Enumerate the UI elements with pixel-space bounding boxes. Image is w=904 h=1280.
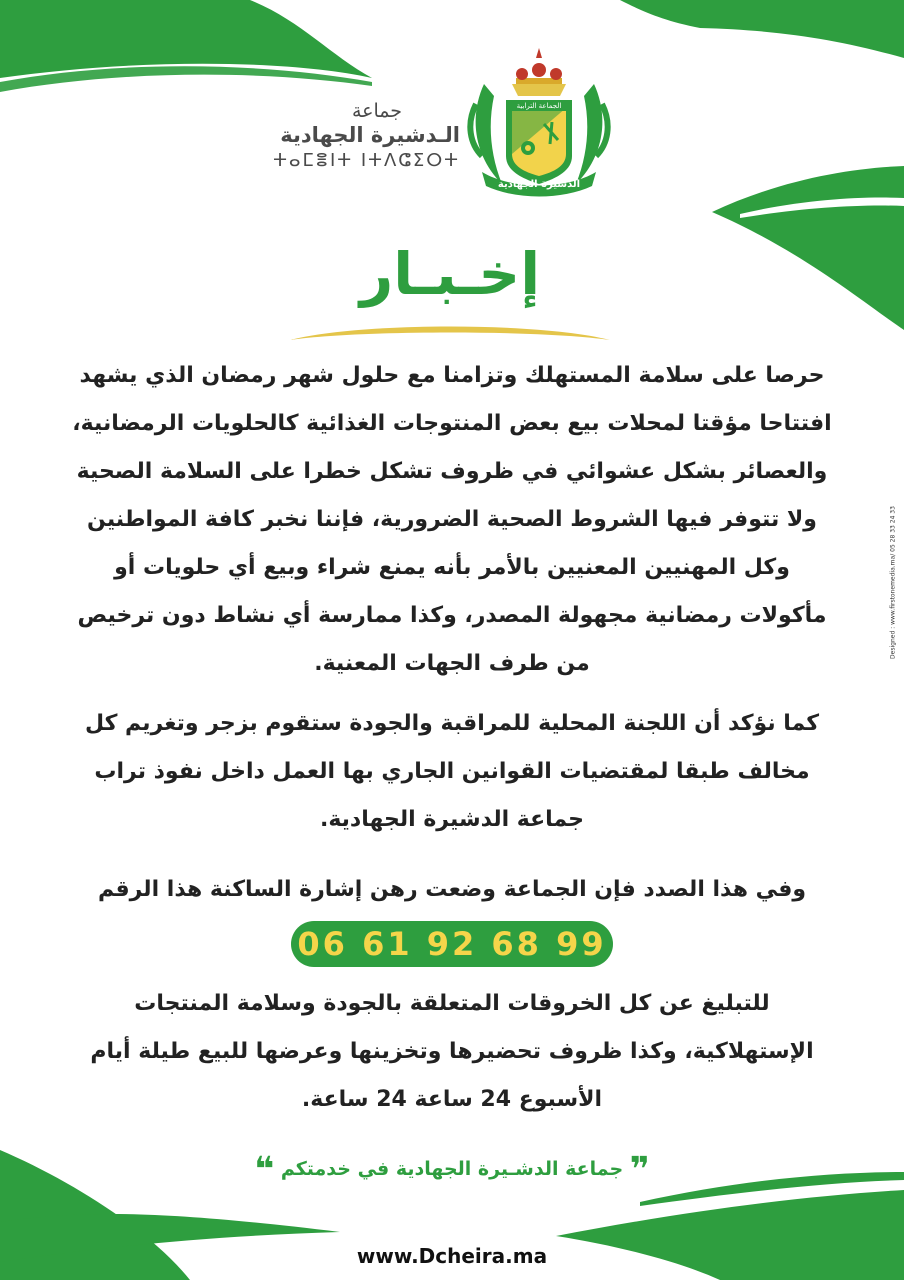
name-line-2: الـدشيرة الجهادية bbox=[280, 123, 460, 147]
quote-open-icon: ❞ bbox=[629, 1149, 650, 1190]
name-line-1: جماعة bbox=[351, 100, 402, 122]
slogan-text: جماعة الدشـيرة الجهادية في خدمتكم bbox=[280, 1158, 624, 1180]
swoosh-bottom-right bbox=[556, 1190, 904, 1280]
swoosh-bottom-left-2 bbox=[0, 1214, 340, 1262]
paragraph-3: وفي هذا الصدد فإن الجماعة وضعت رهن إشارة الساكنة هذا الرقم bbox=[97, 877, 807, 902]
phone-number-badge: 06 61 92 68 99 bbox=[291, 921, 613, 967]
logo-bottom-text: الدشيرة الجهادية bbox=[497, 179, 581, 190]
slogan bbox=[230, 1149, 674, 1190]
municipality-name bbox=[270, 100, 460, 174]
swoosh-right bbox=[712, 166, 904, 330]
municipality-logo bbox=[462, 44, 616, 200]
swoosh-top-right bbox=[620, 0, 904, 58]
paragraph-2: كما نؤكد أن اللجنة المحلية للمراقبة والجودة ستقوم بزجر وتغريم كل مخالف طبقا لمقتضيات القوانين الجاري بها العمل داخل نفوذ تراب جماعة الدشيرة الجهادية. bbox=[84, 711, 820, 832]
logo-top-text: الجماعة الترابية bbox=[516, 102, 562, 110]
website-link[interactable]: www.Dcheira.ma bbox=[356, 1244, 548, 1268]
title-underline-swoosh bbox=[290, 318, 610, 348]
crown-icon bbox=[512, 48, 566, 96]
announcement-title: إخـبـار bbox=[359, 240, 541, 308]
paragraph-1: حرصا على سلامة المستهلك وتزامنا مع حلول شهر رمضان الذي يشهد افتتاحا مؤقتا لمحلات بيع بعض المنتوجات الغذائية كالحلويات الرمضانية، والعصائر بشكل عشوائي في ظروف تشكل خطرا على السلامة الصحية ولا تتوفر فيها الشروط الصحية الضرورية، فإننا نخبر كافة المواطنين وكل المهنيين المعنيين بالأمر بأنه يمنع شراء وبيع أي حلويات أو مأكولات رمضانية مجهولة المصدر، وكذا ممارسة أي نشاط دون ترخيص من طرف الجهات المعنية. bbox=[72, 363, 832, 676]
quote-close-icon: ❝ bbox=[254, 1149, 275, 1190]
name-tifinagh: ⵜⴰⵎⴻⵏⵜ ⵏⵜⴷⵛⵉⵔⵜ bbox=[273, 150, 460, 171]
paragraph-4: للتبليغ عن كل الخروقات المتعلقة بالجودة وسلامة المنتجات الإستهلاكية، وكذا ظروف تحضيرها وتخزينها وعرضها للبيع طيلة أيام الأسبوع 24 ساعة 24 ساعة. bbox=[90, 991, 814, 1112]
designer-credit-text: Designed : www.firstonemedia.ma/ 05 28 33 24 33 bbox=[889, 506, 897, 659]
